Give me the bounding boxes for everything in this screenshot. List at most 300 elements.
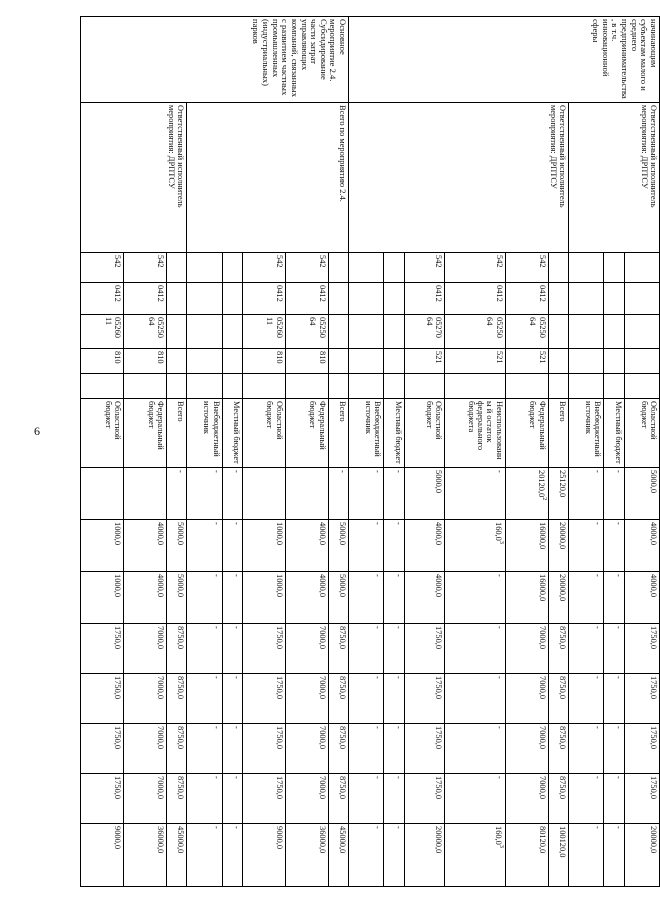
cell-y2016: [222, 572, 242, 624]
cell-text: 1750,0: [434, 776, 444, 800]
cell-text: -: [613, 726, 623, 729]
cell-text: -: [593, 626, 603, 629]
cell-csr: [167, 315, 187, 349]
cell-total: [349, 824, 384, 887]
cell-text: 521: [494, 351, 504, 364]
cell-text: -: [613, 626, 623, 629]
cell-extra: [222, 374, 242, 399]
cell-text: 16000,0: [537, 574, 547, 602]
cell-rz: [328, 283, 348, 315]
cell-text: 1750,0: [113, 626, 123, 650]
cell-text: 20120,0: [536, 470, 546, 498]
cell-source: [242, 399, 285, 468]
cell-y2015: [548, 520, 568, 572]
cell-text: 5000,0: [649, 470, 658, 494]
cell-y2017: [445, 624, 506, 674]
cell-text: -: [373, 826, 383, 829]
cell-gr: [569, 253, 604, 283]
cell-y2020: [548, 774, 568, 824]
cell-y2018: [624, 674, 659, 724]
cell-text: 1000,0: [274, 522, 284, 546]
cell-rz: [285, 283, 328, 315]
cell-gr: [404, 253, 444, 283]
cell-vr: [569, 349, 604, 374]
cell-y2016: [167, 572, 187, 624]
cell-text: Федеральный бюджет: [308, 401, 327, 450]
cell-text: 542: [156, 255, 166, 268]
cell-vr: [124, 349, 167, 374]
cell-total: [624, 824, 659, 887]
cell-text: -: [393, 676, 403, 679]
cell-text: 0412: [317, 285, 327, 302]
cell-rz: [242, 283, 285, 315]
cell-rz: [384, 283, 404, 315]
cell-text: -: [373, 522, 383, 525]
cell-y2018: [548, 674, 568, 724]
cell-total: [384, 824, 404, 887]
cell-gr: [187, 253, 222, 283]
cell-y2014: [187, 468, 222, 520]
cell-text: Внебюджетный источник: [202, 401, 221, 457]
cell-text: 1750,0: [274, 676, 284, 700]
cell-rz: [81, 283, 124, 315]
cell-text: 1000,0: [113, 522, 123, 546]
cell-text: -: [231, 626, 241, 629]
table-row: [548, 17, 568, 887]
cell-text: 05250 64: [146, 317, 166, 338]
cell-y2014: [624, 468, 659, 520]
cell-text: 05250 64: [528, 317, 547, 338]
cell-y2019: [124, 724, 167, 774]
table-row: [624, 17, 659, 887]
cell-text: Областной бюджет: [639, 401, 658, 440]
cell-y2018: [222, 674, 242, 724]
footnote-ref: 3: [497, 844, 504, 848]
cell-y2014: [222, 468, 242, 520]
cell-rz: [404, 283, 444, 315]
cell-text: 1750,0: [649, 776, 658, 800]
cell-text: 8750,0: [558, 626, 567, 650]
cell-rz: [604, 283, 624, 315]
cell-y2017: [349, 624, 384, 674]
cell-total: [167, 824, 187, 887]
cell-y2017: [505, 624, 548, 674]
cell-y2017: [384, 624, 404, 674]
cell-gr: [384, 253, 404, 283]
cell-text: -: [211, 776, 221, 779]
cell-text: Неиспользованны й остаток федерального бюджета: [466, 401, 504, 460]
cell-total: [505, 824, 548, 887]
cell-text: 1750,0: [649, 626, 658, 650]
cell-vr: [187, 349, 222, 374]
cell-text: Федеральный бюджет: [146, 401, 166, 450]
page-number: 6: [34, 424, 40, 438]
cell-text: Областной бюджет: [424, 401, 444, 440]
cell-y2018: [124, 674, 167, 724]
cell-extra: [124, 374, 167, 399]
cell-csr: [404, 315, 444, 349]
cell-text: -: [593, 826, 603, 829]
cell-y2017: [285, 624, 328, 674]
cell-y2018: [328, 674, 348, 724]
cell-text: 542: [113, 255, 123, 268]
cell-y2018: [445, 674, 506, 724]
cell-text: 100120,0: [558, 826, 567, 858]
cell-y2015: [505, 520, 548, 572]
cell-gr: [222, 253, 242, 283]
cell-extra: [505, 374, 548, 399]
cell-text: -: [211, 522, 221, 525]
cell-total: [445, 824, 506, 887]
cell-text: -: [494, 574, 504, 577]
cell-text: 5000,0: [434, 470, 444, 494]
cell-csr: [222, 315, 242, 349]
cell-vr: [445, 349, 506, 374]
cell-gr: [505, 253, 548, 283]
cell-gr: [328, 253, 348, 283]
cell-text: 1750,0: [434, 626, 444, 650]
cell-text: Областной бюджет: [265, 401, 284, 440]
cell-csr: [187, 315, 222, 349]
cell-extra: [81, 374, 124, 399]
cell-text: 7000,0: [156, 676, 166, 700]
cell-y2014: [569, 468, 604, 520]
cell-text: Местный бюджет: [231, 401, 241, 464]
cell-y2016: [187, 572, 222, 624]
measure-description-cell: Основное мероприятие 2.4. Субсидирование части затрат управляющих компаний, связанных с развитием частных промышленных (индустриальных) парков: [81, 17, 349, 103]
cell-gr: [167, 253, 187, 283]
cell-text: 8750,0: [558, 776, 567, 800]
cell-text: 8750,0: [176, 626, 186, 650]
cell-text: 05260 11: [103, 317, 123, 338]
cell-y2014: [445, 468, 506, 520]
cell-y2019: [404, 724, 444, 774]
cell-extra: [242, 374, 285, 399]
cell-y2018: [242, 674, 285, 724]
cell-text: Внебюджетный источник: [583, 401, 603, 457]
cell-y2015: [285, 520, 328, 572]
cell-extra: [548, 374, 568, 399]
cell-text: -: [373, 470, 383, 473]
cell-y2019: [349, 724, 384, 774]
cell-text: 4000,0: [649, 574, 658, 598]
cell-text: 1750,0: [113, 676, 123, 700]
cell-text: 1000,0: [274, 574, 284, 598]
cell-text: -: [211, 470, 221, 473]
cell-y2017: [81, 624, 124, 674]
cell-text: 45000,0: [338, 826, 348, 854]
cell-y2020: [604, 774, 624, 824]
cell-text: -: [393, 776, 403, 779]
cell-text: 0412: [113, 285, 123, 302]
cell-extra: [445, 374, 506, 399]
cell-text: -: [393, 522, 403, 525]
cell-text: -: [231, 522, 241, 525]
cell-y2017: [328, 624, 348, 674]
cell-text: -: [613, 826, 623, 829]
cell-extra: [285, 374, 328, 399]
cell-total: [124, 824, 167, 887]
cell-source: [81, 399, 124, 468]
cell-csr: [349, 315, 384, 349]
cell-gr: [242, 253, 285, 283]
cell-text: 36000,0: [317, 826, 327, 854]
cell-text: 80120,0: [537, 826, 547, 854]
cell-y2018: [384, 674, 404, 724]
cell-text: 8750,0: [176, 776, 186, 800]
executor-cell: Ответственный исполнитель мероприятия: ДРПТСУ: [349, 103, 569, 253]
cell-text: Внебюджетный источник: [364, 401, 383, 457]
cell-text: -: [494, 676, 504, 679]
cell-csr: [505, 315, 548, 349]
cell-vr: [384, 349, 404, 374]
cell-text: -: [211, 826, 221, 829]
cell-text: 5000,0: [176, 522, 186, 546]
cell-y2017: [624, 624, 659, 674]
cell-text: Местный бюджет: [613, 401, 623, 464]
cell-vr: [328, 349, 348, 374]
cell-text: 1750,0: [274, 626, 284, 650]
cell-text: -: [613, 470, 623, 473]
cell-y2020: [124, 774, 167, 824]
cell-y2020: [404, 774, 444, 824]
cell-text: 1750,0: [113, 776, 123, 800]
cell-source: [569, 399, 604, 468]
cell-y2015: [569, 520, 604, 572]
cell-y2017: [404, 624, 444, 674]
cell-y2017: [187, 624, 222, 674]
cell-text: 4000,0: [317, 522, 327, 546]
cell-total: [81, 824, 124, 887]
cell-y2014: [242, 468, 285, 520]
cell-text: 20000,0: [649, 826, 658, 854]
cell-text: 7000,0: [537, 726, 547, 750]
cell-y2019: [445, 724, 506, 774]
cell-text: 1750,0: [113, 726, 123, 750]
cell-text: 810: [274, 351, 284, 364]
cell-text: -: [393, 574, 403, 577]
cell-extra: [604, 374, 624, 399]
cell-text: 1750,0: [649, 676, 658, 700]
cell-y2020: [445, 774, 506, 824]
cell-csr: [124, 315, 167, 349]
cell-y2020: [569, 774, 604, 824]
cell-gr: [604, 253, 624, 283]
cell-text: -: [393, 826, 403, 829]
cell-csr: [328, 315, 348, 349]
cell-y2014: [328, 468, 348, 520]
cell-y2018: [349, 674, 384, 724]
cell-text: -: [593, 776, 603, 779]
cell-text: -: [373, 726, 383, 729]
cell-csr: [242, 315, 285, 349]
cell-y2016: [569, 572, 604, 624]
cell-y2015: [328, 520, 348, 572]
cell-text: -: [231, 726, 241, 729]
cell-text: 20000,0: [558, 574, 567, 602]
cell-source: [222, 399, 242, 468]
cell-y2019: [187, 724, 222, 774]
cell-y2020: [81, 774, 124, 824]
cell-text: 7000,0: [537, 676, 547, 700]
cell-y2016: [404, 572, 444, 624]
cell-y2020: [222, 774, 242, 824]
cell-source: [384, 399, 404, 468]
cell-text: 1750,0: [434, 726, 444, 750]
cell-y2015: [222, 520, 242, 572]
cell-text: 5000,0: [176, 574, 186, 598]
cell-gr: [349, 253, 384, 283]
cell-text: -: [593, 470, 603, 473]
cell-text: 542: [274, 255, 284, 268]
cell-y2020: [349, 774, 384, 824]
cell-text: 7000,0: [317, 626, 327, 650]
cell-vr: [548, 349, 568, 374]
cell-text: 4000,0: [649, 522, 658, 546]
cell-text: -: [494, 726, 504, 729]
cell-text: -: [211, 626, 221, 629]
cell-y2015: [81, 520, 124, 572]
cell-text: 05270 64: [424, 317, 444, 338]
cell-text: 1750,0: [274, 776, 284, 800]
cell-text: 8750,0: [176, 676, 186, 700]
cell-rz: [222, 283, 242, 315]
cell-y2018: [604, 674, 624, 724]
cell-text: 8750,0: [558, 726, 567, 750]
cell-rz: [569, 283, 604, 315]
cell-text: 5000,0: [338, 574, 348, 598]
cell-text: -: [593, 574, 603, 577]
cell-y2020: [167, 774, 187, 824]
cell-text: 542: [317, 255, 327, 268]
cell-y2015: [242, 520, 285, 572]
cell-text: 20000,0: [558, 522, 567, 550]
cell-text: 542: [537, 255, 547, 268]
cell-text: -: [593, 676, 603, 679]
cell-y2016: [242, 572, 285, 624]
cell-text: 7000,0: [317, 676, 327, 700]
cell-source: [604, 399, 624, 468]
cell-y2015: [384, 520, 404, 572]
cell-text: 5000,0: [338, 522, 348, 546]
cell-y2019: [167, 724, 187, 774]
cell-vr: [81, 349, 124, 374]
cell-text: 0412: [494, 285, 504, 302]
cell-text: 4000,0: [156, 522, 166, 546]
cell-text: -: [338, 470, 348, 473]
cell-text: Федеральный бюджет: [528, 401, 547, 450]
cell-text: 9000,0: [113, 826, 123, 850]
cell-y2015: [404, 520, 444, 572]
cell-y2016: [624, 572, 659, 624]
cell-source: [548, 399, 568, 468]
cell-text: -: [494, 776, 504, 779]
cell-text: -: [373, 626, 383, 629]
cell-y2019: [548, 724, 568, 774]
cell-extra: [404, 374, 444, 399]
cell-extra: [328, 374, 348, 399]
cell-y2017: [222, 624, 242, 674]
cell-extra: [569, 374, 604, 399]
cell-rz: [445, 283, 506, 315]
cell-text: 0412: [434, 285, 444, 302]
cell-source: [505, 399, 548, 468]
cell-y2016: [349, 572, 384, 624]
cell-y2019: [569, 724, 604, 774]
cell-text: -: [211, 676, 221, 679]
cell-y2018: [505, 674, 548, 724]
cell-text: -: [231, 676, 241, 679]
cell-y2019: [328, 724, 348, 774]
cell-text: 36000,0: [156, 826, 166, 854]
cell-y2017: [242, 624, 285, 674]
cell-csr: [624, 315, 659, 349]
cell-y2018: [187, 674, 222, 724]
cell-csr: [384, 315, 404, 349]
cell-text: Областной бюджет: [103, 401, 123, 440]
cell-vr: [349, 349, 384, 374]
cell-csr: [445, 315, 506, 349]
cell-vr: [624, 349, 659, 374]
cell-extra: [187, 374, 222, 399]
cell-text: 542: [434, 255, 444, 268]
table-row: [328, 17, 348, 887]
cell-text: -: [393, 726, 403, 729]
cell-rz: [124, 283, 167, 315]
cell-y2015: [349, 520, 384, 572]
cell-y2018: [285, 674, 328, 724]
cell-y2015: [187, 520, 222, 572]
cell-text: -: [373, 574, 383, 577]
executor-cell: Всего по мероприятию 2.4.: [187, 103, 349, 253]
cell-text: 45000,0: [176, 826, 186, 854]
cell-source: [167, 399, 187, 468]
cell-y2015: [124, 520, 167, 572]
cell-vr: [604, 349, 624, 374]
cell-source: [445, 399, 506, 468]
cell-y2018: [569, 674, 604, 724]
cell-text: 7000,0: [317, 776, 327, 800]
cell-y2015: [624, 520, 659, 572]
cell-text: 16000,0: [537, 522, 547, 550]
cell-y2014: [384, 468, 404, 520]
cell-text: -: [211, 726, 221, 729]
cell-y2020: [624, 774, 659, 824]
cell-gr: [548, 253, 568, 283]
cell-text: 8750,0: [176, 726, 186, 750]
cell-text: -: [593, 522, 603, 525]
cell-source: [124, 399, 167, 468]
cell-y2016: [505, 572, 548, 624]
cell-text: -: [393, 470, 403, 473]
cell-text: 542: [494, 255, 504, 268]
cell-csr: [569, 315, 604, 349]
cell-y2018: [167, 674, 187, 724]
cell-y2016: [384, 572, 404, 624]
cell-text: 8750,0: [338, 676, 348, 700]
cell-rz: [624, 283, 659, 315]
cell-y2019: [624, 724, 659, 774]
cell-text: -: [176, 470, 186, 473]
cell-gr: [445, 253, 506, 283]
cell-text: 7000,0: [537, 776, 547, 800]
cell-text: 521: [537, 351, 547, 364]
cell-text: -: [494, 470, 504, 473]
cell-text: 521: [434, 351, 444, 364]
cell-y2014: [548, 468, 568, 520]
cell-text: -: [231, 470, 241, 473]
cell-gr: [124, 253, 167, 283]
